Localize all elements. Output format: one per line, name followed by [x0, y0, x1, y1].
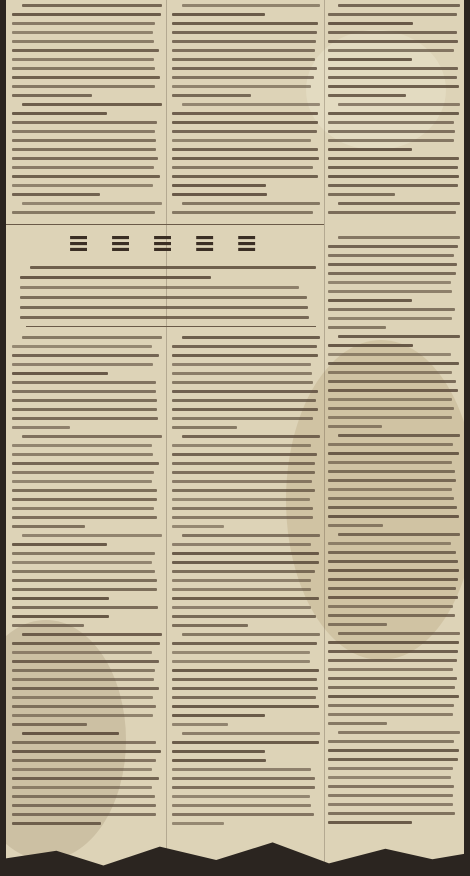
text-line — [172, 372, 312, 375]
text-line — [182, 732, 320, 735]
section-rule — [26, 326, 316, 327]
text-line — [338, 236, 460, 239]
text-line — [12, 768, 152, 771]
programme-intro — [20, 262, 316, 322]
text-line — [328, 686, 455, 689]
text-line — [12, 354, 159, 357]
text-line — [12, 543, 107, 546]
text-line — [328, 551, 456, 554]
text-line — [328, 112, 459, 115]
text-line — [328, 758, 458, 761]
text-line — [12, 615, 109, 618]
text-line — [12, 705, 156, 708]
text-line — [12, 184, 153, 187]
text-line — [328, 76, 457, 79]
text-line — [328, 524, 383, 527]
text-line — [172, 211, 313, 214]
text-line — [328, 443, 453, 446]
text-line — [12, 525, 85, 528]
text-line — [172, 363, 311, 366]
text-line — [22, 732, 119, 735]
text-line — [328, 506, 457, 509]
text-line — [172, 112, 318, 115]
text-line — [328, 281, 451, 284]
text-line — [12, 552, 155, 555]
text-line — [328, 767, 453, 770]
text-line — [12, 399, 157, 402]
upper-left-column — [12, 0, 162, 222]
text-line — [12, 58, 154, 61]
text-line — [172, 381, 313, 384]
text-line — [328, 148, 412, 151]
text-line — [172, 40, 316, 43]
text-line — [328, 740, 454, 743]
text-line — [20, 276, 211, 279]
text-line — [328, 308, 455, 311]
text-line — [12, 121, 157, 124]
text-line — [328, 85, 459, 88]
text-line — [172, 184, 266, 187]
text-line — [172, 399, 316, 402]
upper-middle-column — [172, 0, 320, 222]
text-line — [12, 363, 153, 366]
text-line — [172, 13, 265, 16]
text-line — [328, 317, 452, 320]
text-line — [172, 417, 313, 420]
text-line — [20, 286, 299, 289]
text-line — [172, 642, 317, 645]
text-line — [12, 471, 154, 474]
text-line — [172, 76, 314, 79]
text-line — [172, 750, 265, 753]
text-line — [172, 822, 224, 825]
text-line — [12, 139, 156, 142]
text-line — [172, 498, 310, 501]
text-line — [328, 587, 456, 590]
text-line — [328, 166, 458, 169]
text-line — [172, 426, 237, 429]
text-line — [328, 326, 386, 329]
text-line — [12, 507, 154, 510]
text-line — [328, 353, 451, 356]
text-line — [12, 157, 158, 160]
newspaper-page — [6, 0, 464, 876]
text-line — [328, 121, 454, 124]
text-line — [172, 85, 311, 88]
text-line — [172, 660, 310, 663]
column-crease — [166, 0, 167, 876]
text-line — [172, 561, 319, 564]
text-line — [172, 471, 315, 474]
text-line — [172, 525, 224, 528]
text-line — [172, 759, 266, 762]
text-line — [328, 175, 459, 178]
text-line — [172, 408, 318, 411]
text-line — [12, 480, 152, 483]
text-line — [172, 552, 319, 555]
text-line — [22, 534, 162, 537]
text-line — [172, 570, 315, 573]
text-line — [328, 22, 413, 25]
text-line — [172, 67, 317, 70]
text-line — [12, 588, 157, 591]
text-line — [12, 606, 158, 609]
text-line — [328, 299, 412, 302]
text-line — [172, 687, 318, 690]
text-line — [328, 515, 459, 518]
text-line — [12, 660, 159, 663]
text-line — [182, 435, 320, 438]
text-line — [172, 669, 319, 672]
text-line — [328, 184, 458, 187]
text-line — [22, 202, 162, 205]
text-line — [12, 696, 153, 699]
text-line — [12, 13, 161, 16]
text-line — [172, 651, 310, 654]
text-line — [328, 821, 412, 824]
text-line — [328, 157, 459, 160]
text-line — [12, 22, 155, 25]
text-line — [12, 723, 87, 726]
text-line — [172, 624, 248, 627]
text-line — [172, 480, 312, 483]
text-line — [20, 316, 309, 319]
text-line — [172, 22, 318, 25]
text-line — [328, 677, 457, 680]
text-line — [172, 175, 318, 178]
text-line — [12, 426, 70, 429]
text-line — [328, 416, 452, 419]
text-line — [12, 31, 153, 34]
text-line — [172, 139, 311, 142]
text-line — [328, 488, 452, 491]
text-line — [328, 398, 452, 401]
text-line — [328, 407, 454, 410]
text-line — [328, 13, 457, 16]
text-line — [12, 462, 159, 465]
text-line — [328, 623, 387, 626]
text-line — [22, 633, 162, 636]
text-line — [12, 714, 153, 717]
text-line — [328, 785, 454, 788]
text-line — [172, 489, 315, 492]
text-line — [172, 804, 311, 807]
text-line — [12, 759, 156, 762]
text-line — [12, 453, 153, 456]
text-line — [12, 112, 107, 115]
text-line — [328, 659, 457, 662]
text-line — [172, 615, 316, 618]
text-line — [328, 31, 457, 34]
text-line — [12, 372, 108, 375]
text-line — [328, 139, 454, 142]
text-line — [172, 49, 315, 52]
text-line — [338, 335, 460, 338]
text-line — [328, 803, 453, 806]
text-line — [12, 687, 159, 690]
text-line — [338, 4, 460, 7]
text-line — [12, 417, 158, 420]
text-line — [328, 749, 459, 752]
text-line — [12, 516, 157, 519]
text-line — [20, 306, 308, 309]
text-line — [328, 695, 459, 698]
text-line — [12, 795, 155, 798]
text-line — [328, 722, 387, 725]
text-line — [328, 452, 459, 455]
text-line — [328, 362, 459, 365]
text-line — [12, 498, 157, 501]
text-line — [328, 704, 454, 707]
text-line — [328, 578, 458, 581]
text-line — [328, 67, 458, 70]
text-line — [182, 633, 320, 636]
text-line — [328, 58, 412, 61]
text-line — [12, 148, 156, 151]
text-line — [12, 49, 159, 52]
text-line — [182, 4, 320, 7]
text-line — [328, 542, 451, 545]
text-line — [172, 786, 315, 789]
text-line — [12, 651, 152, 654]
text-line — [328, 40, 458, 43]
text-line — [12, 166, 154, 169]
text-line — [328, 560, 458, 563]
text-line — [12, 669, 155, 672]
text-line — [12, 813, 156, 816]
text-line — [328, 389, 458, 392]
text-line — [12, 94, 92, 97]
text-line — [328, 461, 452, 464]
text-line — [12, 130, 155, 133]
text-line — [172, 58, 315, 61]
text-line — [338, 731, 460, 734]
text-line — [172, 543, 311, 546]
text-line — [172, 696, 316, 699]
text-line — [338, 632, 460, 635]
text-line — [338, 533, 460, 536]
text-line — [172, 345, 317, 348]
text-line — [30, 266, 316, 269]
text-line — [328, 380, 456, 383]
text-line — [12, 381, 156, 384]
text-line — [172, 462, 315, 465]
text-line — [12, 76, 160, 79]
text-line — [172, 678, 317, 681]
text-line — [172, 723, 228, 726]
text-line — [328, 614, 455, 617]
text-line — [12, 642, 160, 645]
text-line — [328, 497, 454, 500]
text-line — [328, 211, 456, 214]
text-line — [182, 202, 320, 205]
text-line — [172, 453, 317, 456]
text-line — [172, 579, 311, 582]
text-line — [172, 94, 251, 97]
text-line — [172, 705, 319, 708]
text-line — [328, 245, 458, 248]
text-line — [172, 157, 319, 160]
text-line — [328, 668, 453, 671]
text-line — [12, 822, 101, 825]
upper-right-column — [328, 0, 460, 222]
text-line — [12, 175, 160, 178]
text-line — [338, 434, 460, 437]
text-line — [172, 768, 311, 771]
text-line — [12, 345, 152, 348]
text-line — [12, 390, 156, 393]
text-line — [328, 776, 451, 779]
text-line — [172, 597, 319, 600]
text-line — [328, 49, 454, 52]
text-line — [12, 40, 154, 43]
text-line — [172, 813, 314, 816]
column-crease — [324, 0, 325, 876]
text-line — [172, 193, 267, 196]
lower-right-column — [328, 232, 460, 834]
text-line — [12, 624, 84, 627]
text-line — [12, 750, 161, 753]
section-rule — [6, 224, 324, 225]
text-line — [328, 290, 452, 293]
text-line — [12, 678, 154, 681]
text-line — [22, 4, 162, 7]
text-line — [12, 786, 152, 789]
text-line — [22, 336, 162, 339]
text-line — [328, 641, 459, 644]
text-line — [12, 67, 155, 70]
text-line — [328, 272, 456, 275]
text-line — [338, 103, 460, 106]
text-line — [328, 371, 452, 374]
text-line — [328, 193, 395, 196]
text-line — [22, 103, 162, 106]
text-line — [172, 166, 313, 169]
text-line — [172, 777, 315, 780]
text-line — [12, 579, 157, 582]
text-line — [12, 85, 155, 88]
text-line — [172, 148, 318, 151]
text-line — [172, 390, 318, 393]
lower-middle-column — [172, 332, 320, 834]
text-line — [172, 444, 311, 447]
text-line — [328, 650, 458, 653]
text-line — [172, 741, 319, 744]
text-line — [182, 336, 320, 339]
text-line — [22, 435, 162, 438]
text-line — [12, 444, 152, 447]
text-line — [328, 254, 454, 257]
text-line — [12, 561, 152, 564]
text-line — [20, 296, 307, 299]
text-line — [12, 804, 156, 807]
text-line — [328, 263, 457, 266]
text-line — [172, 588, 311, 591]
text-line — [12, 597, 109, 600]
text-line — [12, 193, 100, 196]
text-line — [328, 596, 458, 599]
text-line — [172, 354, 318, 357]
text-line — [328, 569, 459, 572]
text-line — [328, 425, 382, 428]
text-line — [328, 479, 456, 482]
text-line — [172, 606, 311, 609]
programme-heading: ≡ ≡ ≡ ≡ ≡ — [67, 228, 263, 259]
text-line — [338, 202, 460, 205]
text-line — [172, 507, 313, 510]
text-line — [328, 605, 453, 608]
text-line — [12, 211, 155, 214]
text-line — [328, 812, 455, 815]
text-line — [328, 470, 455, 473]
text-line — [182, 534, 320, 537]
text-line — [12, 777, 159, 780]
text-line — [182, 103, 320, 106]
text-line — [12, 570, 155, 573]
text-line — [12, 489, 157, 492]
text-line — [172, 795, 310, 798]
text-line — [328, 713, 453, 716]
text-line — [328, 130, 455, 133]
text-line — [12, 408, 157, 411]
text-line — [172, 121, 318, 124]
text-line — [172, 714, 265, 717]
text-line — [172, 130, 317, 133]
text-line — [328, 344, 413, 347]
text-line — [172, 516, 313, 519]
text-line — [172, 31, 317, 34]
lower-left-column — [12, 332, 162, 834]
text-line — [12, 741, 156, 744]
text-line — [328, 794, 453, 797]
text-line — [328, 94, 406, 97]
